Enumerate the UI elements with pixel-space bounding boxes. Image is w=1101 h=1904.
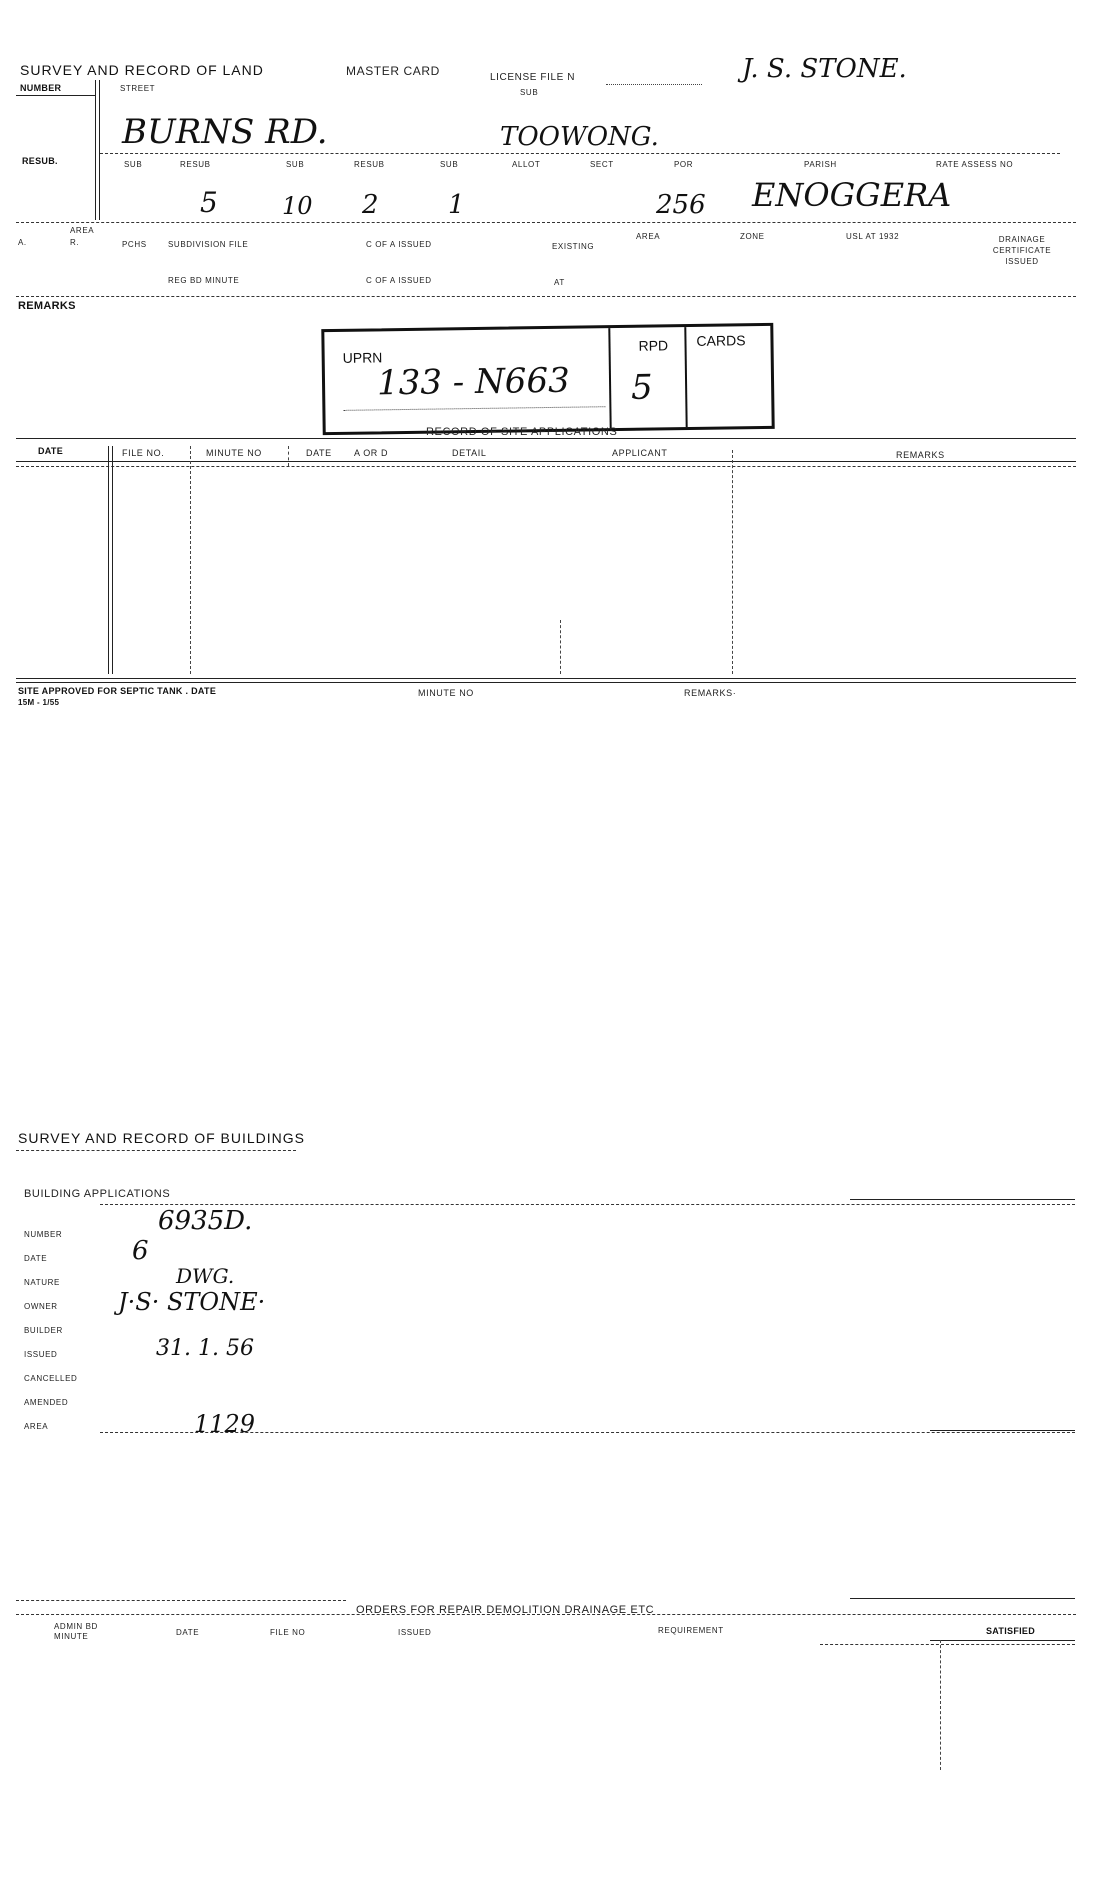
area2-label: AREA (636, 232, 661, 241)
number-label: NUMBER (20, 83, 62, 93)
suburb-value: TOOWONG. (500, 122, 659, 152)
ba-label-nature: NATURE (24, 1278, 60, 1287)
ba-label-amended: AMENDED (24, 1398, 69, 1407)
orders-col-admin-bd-minute: ADMIN BD MINUTE (54, 1622, 98, 1641)
drainage-certificate-label: DRAINAGE CERTIFICATE ISSUED (992, 235, 1052, 266)
usl-at-label: USL AT 1932 (846, 232, 900, 241)
c-of-a-issued-label: C OF A ISSUED (366, 240, 432, 249)
uprn-value: 133 - N663 (376, 360, 570, 404)
street-value: BURNS RD. (122, 112, 328, 152)
area-label: AREA (70, 226, 95, 235)
land-title: SURVEY AND RECORD OF LAND (20, 62, 264, 78)
existing-label: EXISTING (552, 242, 595, 251)
site-apps-header-line-2 (16, 466, 1076, 467)
street-label: STREET (120, 84, 156, 93)
applications-line (100, 1204, 1075, 1205)
orders-col-file-no: FILE NO (270, 1628, 306, 1637)
orders-col-satisfied: SATISFIED (986, 1626, 1036, 1636)
remarks-label: REMARKS (18, 300, 76, 312)
owner-name-handwritten: J. S. STONE. (742, 54, 907, 84)
r-label: R. (70, 238, 80, 247)
number-underline (16, 95, 96, 96)
col-file-no: FILE NO. (122, 448, 165, 458)
applications-line-right (850, 1199, 1075, 1200)
sect-label: SECT (590, 160, 614, 169)
license-file-label: LICENSE FILE N (490, 72, 576, 83)
area-row-line-right (930, 1430, 1075, 1431)
col-date: DATE (38, 446, 64, 456)
ba-value-nature: DWG. (176, 1264, 235, 1288)
orders-title: ORDERS FOR REPAIR DEMOLITION DRAINAGE ETC (356, 1604, 655, 1616)
print-code: 15M - 1/55 (18, 698, 60, 707)
license-file-line (606, 84, 702, 85)
ba-value-issued: 31. 1. 56 (156, 1336, 254, 1361)
orders-col-date: DATE (176, 1628, 200, 1637)
parish-value: ENOGGERA (752, 176, 952, 214)
ba-label-builder: BUILDER (24, 1326, 63, 1335)
orders-satisfied-divider (940, 1640, 941, 1770)
site-apps-bottom-line (16, 678, 1076, 679)
master-card-label: MASTER CARD (346, 64, 440, 78)
sub2-value: 2 (362, 190, 379, 220)
orders-line-right (850, 1598, 1075, 1599)
a-label: A. (18, 238, 27, 247)
table-divider-file (108, 446, 109, 674)
orders-header-line (820, 1644, 1075, 1645)
orders-line-left (16, 1600, 346, 1601)
ba-label-issued: ISSUED (24, 1350, 58, 1359)
por-label: POR (674, 160, 694, 169)
sub-top-label: SUB (520, 88, 539, 97)
septic-remarks-label: REMARKS· (684, 688, 737, 698)
septic-minute-no-label: MINUTE NO (418, 688, 474, 698)
rpd-cell-divider (608, 328, 611, 428)
lot-row-line (16, 222, 1076, 223)
ba-value-area: 1129 (194, 1410, 256, 1438)
table-divider-applicant (560, 620, 561, 674)
subdivision-file-label: SUBDIVISION FILE (168, 240, 249, 249)
buildings-title-underline (16, 1150, 296, 1151)
ba-label-cancelled: CANCELLED (24, 1374, 78, 1383)
street-row-line (100, 153, 1060, 154)
area-row-line (100, 1432, 1075, 1433)
building-applications-label: BUILDING APPLICATIONS (24, 1188, 171, 1200)
resub-value: 10 (282, 192, 313, 220)
orders-col-requirement: REQUIREMENT (658, 1626, 724, 1635)
septic-tank-label: SITE APPROVED FOR SEPTIC TANK . DATE (18, 686, 217, 696)
number-column-divider (95, 80, 96, 220)
resub2-value: 1 (448, 190, 465, 220)
number-column-divider-2 (99, 80, 100, 220)
reg-bd-minute-label: REG BD MINUTE (168, 276, 240, 285)
cards-label: CARDS (696, 332, 746, 349)
col-detail: DETAIL (452, 448, 487, 458)
c-of-a-issued-2-label: C OF A ISSUED (366, 276, 432, 285)
col-date-2: DATE (306, 448, 332, 458)
uprn-stamp (321, 323, 774, 435)
table-divider-minute (190, 446, 191, 674)
zone-label: ZONE (740, 232, 765, 241)
uprn-dotted-line (343, 406, 605, 411)
parish-label: PARISH (804, 160, 837, 169)
ba-label-date: DATE (24, 1254, 48, 1263)
ba-label-owner: OWNER (24, 1302, 58, 1311)
col-a-or-d: A OR D (354, 448, 389, 458)
rpd-value: 5 (630, 367, 654, 408)
site-apps-top-line (16, 438, 1076, 439)
sub3-label: SUB (440, 160, 459, 169)
orders-col-issued: ISSUED (398, 1628, 432, 1637)
site-applications-title: RECORD OF SITE APPLICATIONS (426, 426, 618, 438)
ba-value-owner: J·S· STONE· (118, 1288, 266, 1316)
allot-label: ALLOT (512, 160, 541, 169)
table-divider-date (288, 446, 289, 466)
col-minute-no: MINUTE NO (206, 448, 262, 458)
resub2-label: RESUB (354, 160, 385, 169)
col-applicant: APPLICANT (612, 448, 668, 458)
sub-label: SUB (124, 160, 143, 169)
orders-header-line-right (930, 1640, 1075, 1641)
ba-value-date: 6 (132, 1236, 149, 1266)
buildings-title: SURVEY AND RECORD OF BUILDINGS (18, 1130, 305, 1146)
cards-cell-divider (684, 327, 687, 427)
uprn-label: UPRN (342, 349, 383, 366)
col-remarks: REMARKS (896, 450, 945, 460)
table-divider-remarks (732, 450, 733, 674)
site-apps-header-line (16, 461, 1076, 462)
resub-col-label: RESUB (180, 160, 211, 169)
at-label: AT (554, 278, 565, 287)
site-apps-bottom-line-2 (16, 682, 1076, 683)
rate-assess-label: RATE ASSESS NO (936, 160, 1014, 169)
sub2-label: SUB (286, 160, 305, 169)
ba-value-number: 6935D. (158, 1206, 253, 1236)
sub-value: 5 (200, 186, 218, 219)
resub-label: RESUB. (22, 156, 58, 166)
pchs-label: PCHS (122, 240, 147, 249)
remarks-top-line (16, 296, 1076, 297)
por-value: 256 (656, 190, 706, 220)
ba-label-number: NUMBER (24, 1230, 63, 1239)
table-divider-file-2 (112, 446, 113, 674)
rpd-label: RPD (638, 337, 669, 354)
ba-label-area: AREA (24, 1422, 49, 1431)
